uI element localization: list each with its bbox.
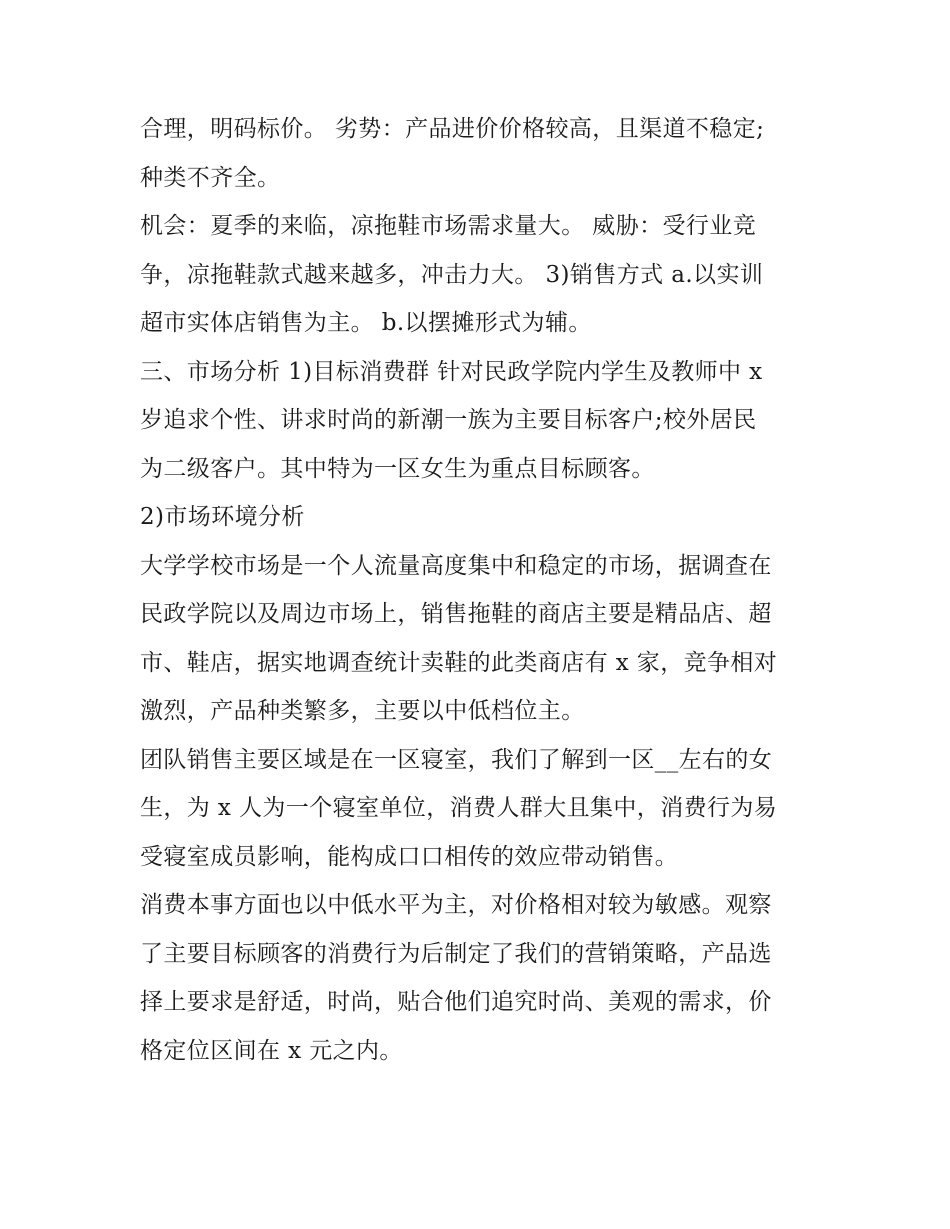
text-line: 生，为 x 人为一个寝室单位，消费人群大且集中，消费行为易 (140, 795, 778, 821)
text-line: 2)市场环境分析 (140, 504, 305, 530)
text-line: 为二级客户。其中特为一区女生为重点目标顾客。 (140, 455, 655, 482)
section-heading-market-environment (140, 493, 820, 542)
paragraph-opportunities-threats (140, 202, 820, 348)
document-body (140, 105, 820, 1075)
text-line: 团队销售主要区域是在一区寝室，我们了解到一区__左右的女 (140, 746, 773, 773)
text-line: 争，凉拖鞋款式越来越多，冲击力大。 3)销售方式 a.以实训 (140, 261, 764, 288)
text-line: 三、市场分析 1)目标消费群 针对民政学院内学生及教师中 x (140, 358, 763, 385)
text-line: 了主要目标顾客的消费行为后制定了我们的营销策略，产品选 (140, 940, 772, 967)
text-line: 消费本事方面也以中低水平为主，对价格相对较为敏感。观察 (140, 892, 772, 918)
text-line: 民政学院以及周边市场上，销售拖鞋的商店主要是精品店、超 (140, 601, 772, 627)
paragraph-consumption-strategy (140, 881, 820, 1075)
text-line: 合理，明码标价。 劣势：产品进价价格较高，且渠道不稳定; (140, 116, 765, 142)
text-line: 激烈，产品种类繁多，主要以中低档位主。 (140, 698, 585, 724)
text-line: 种类不齐全。 (140, 164, 281, 191)
paragraph-campus-market (140, 542, 820, 736)
text-line: 受寝室成员影响，能构成口口相传的效应带动销售。 (140, 843, 679, 870)
text-line: 机会：夏季的来临，凉拖鞋市场需求量大。 威胁：受行业竞 (140, 213, 757, 239)
paragraph-strengths-weaknesses (140, 105, 820, 202)
text-line: 市、鞋店，据实地调查统计卖鞋的此类商店有 x 家，竞争相对 (140, 649, 778, 676)
text-line: 超市实体店销售为主。 b.以摆摊形式为辅。 (140, 310, 592, 336)
paragraph-team-sales-area (140, 736, 820, 882)
paragraph-market-analysis (140, 348, 820, 494)
text-line: 择上要求是舒适，时尚，贴合他们追究时尚、美观的需求，价 (140, 989, 772, 1015)
text-line: 岁追求个性、讲求时尚的新潮一族为主要目标客户;校外居民 (140, 407, 757, 433)
text-line: 格定位区间在 x 元之内。 (140, 1037, 403, 1064)
text-line: 大学学校市场是一个人流量高度集中和稳定的市场，据调查在 (140, 552, 772, 579)
